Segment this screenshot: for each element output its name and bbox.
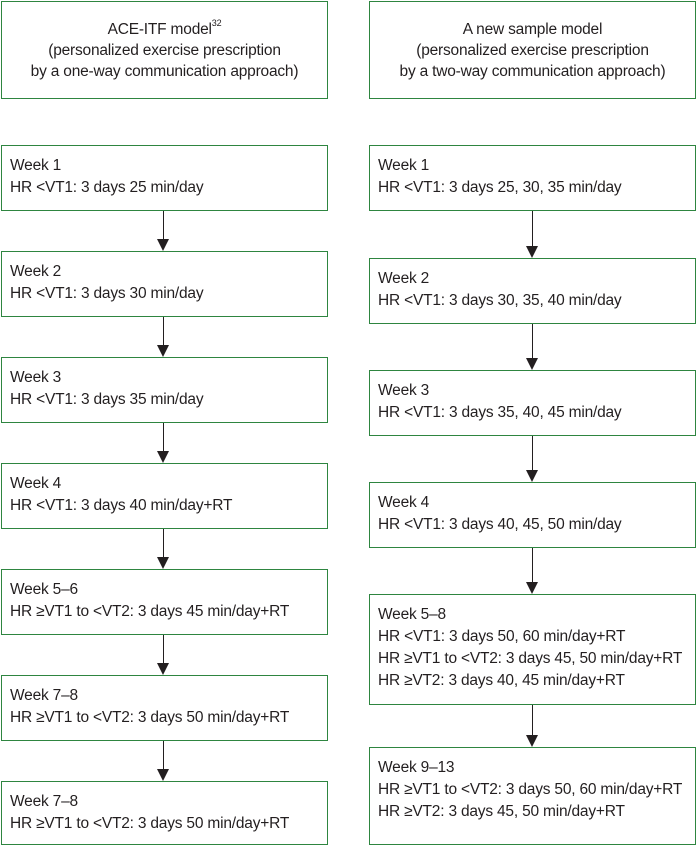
- step-prescription: HR <VT1: 3 days 30, 35, 40 min/day: [378, 292, 622, 309]
- step-prescription: HR <VT1: 3 days 40, 45, 50 min/day: [378, 516, 622, 533]
- right-step-box: [369, 594, 696, 705]
- right-header-box: [369, 1, 696, 99]
- step-week-label: Week 4: [378, 494, 430, 511]
- left-step-box: [1, 781, 328, 845]
- down-arrow-icon: [157, 635, 171, 675]
- step-prescription: HR ≥VT1 to <VT2: 3 days 50 min/day+RT: [10, 815, 290, 832]
- left-step-box: [1, 569, 328, 635]
- step-prescription: HR ≥VT1 to <VT2: 3 days 50 min/day+RT: [10, 709, 290, 726]
- left-step-box: [1, 463, 328, 529]
- step-week-label: Week 4: [10, 475, 62, 492]
- step-prescription: HR <VT1: 3 days 25, 30, 35 min/day: [378, 179, 622, 196]
- left-step-box: [1, 357, 328, 423]
- step-week-label: Week 7–8: [10, 687, 78, 704]
- down-arrow-icon: [526, 548, 540, 594]
- left-header-reference: 32: [211, 18, 222, 29]
- right-header-subtitle-1: (personalized exercise prescription: [416, 41, 649, 59]
- step-week-label: Week 2: [378, 270, 430, 287]
- step-prescription: HR <VT1: 3 days 50, 60 min/day+RT: [378, 628, 626, 645]
- right-step-box: [369, 482, 696, 548]
- down-arrow-icon: [157, 423, 171, 463]
- left-step-box: [1, 145, 328, 211]
- right-header-subtitle-2: by a two-way communication approach): [399, 62, 666, 80]
- left-step-box: [1, 251, 328, 317]
- left-header-subtitle-1: (personalized exercise prescription: [48, 41, 281, 59]
- step-week-label: Week 7–8: [10, 793, 78, 810]
- right-step-box: [369, 145, 696, 211]
- step-week-label: Week 2: [10, 263, 62, 280]
- step-week-label: Week 5–6: [10, 581, 78, 598]
- step-prescription: HR <VT1: 3 days 25 min/day: [10, 179, 204, 196]
- step-prescription: HR <VT1: 3 days 35, 40, 45 min/day: [378, 404, 622, 421]
- step-week-label: Week 1: [378, 157, 430, 174]
- step-prescription: HR ≥VT1 to <VT2: 3 days 45 min/day+RT: [10, 603, 290, 620]
- step-week-label: Week 9–13: [378, 759, 455, 776]
- left-header-box: [1, 1, 328, 99]
- down-arrow-icon: [157, 317, 171, 357]
- left-header-title: ACE-ITF model$^{32}$: [107, 18, 222, 38]
- step-prescription: HR <VT1: 3 days 40 min/day+RT: [10, 497, 233, 514]
- down-arrow-icon: [157, 741, 171, 781]
- step-week-label: Week 1: [10, 157, 62, 174]
- step-week-label: Week 3: [10, 369, 62, 386]
- step-prescription: HR ≥VT1 to <VT2: 3 days 50, 60 min/day+RT: [378, 781, 683, 798]
- step-week-label: Week 5–8: [378, 606, 446, 623]
- step-week-label: Week 3: [378, 382, 430, 399]
- down-arrow-icon: [157, 211, 171, 251]
- down-arrow-icon: [526, 211, 540, 258]
- step-prescription: HR <VT1: 3 days 35 min/day: [10, 391, 204, 408]
- step-prescription: HR ≥VT2: 3 days 40, 45 min/day+RT: [378, 672, 625, 689]
- step-prescription: HR ≥VT2: 3 days 45, 50 min/day+RT: [378, 803, 625, 820]
- left-header-subtitle-2: by a one-way communication approach): [30, 62, 299, 80]
- right-step-box: [369, 370, 696, 436]
- down-arrow-icon: [526, 324, 540, 370]
- right-step-box: [369, 258, 696, 324]
- step-prescription: HR <VT1: 3 days 30 min/day: [10, 285, 204, 302]
- down-arrow-icon: [526, 436, 540, 482]
- right-header-title: A new sample model: [462, 20, 603, 38]
- down-arrow-icon: [526, 705, 540, 747]
- down-arrow-icon: [157, 529, 171, 569]
- step-prescription: HR ≥VT1 to <VT2: 3 days 45, 50 min/day+RT: [378, 650, 683, 667]
- left-step-box: [1, 675, 328, 741]
- right-step-box: [369, 747, 696, 845]
